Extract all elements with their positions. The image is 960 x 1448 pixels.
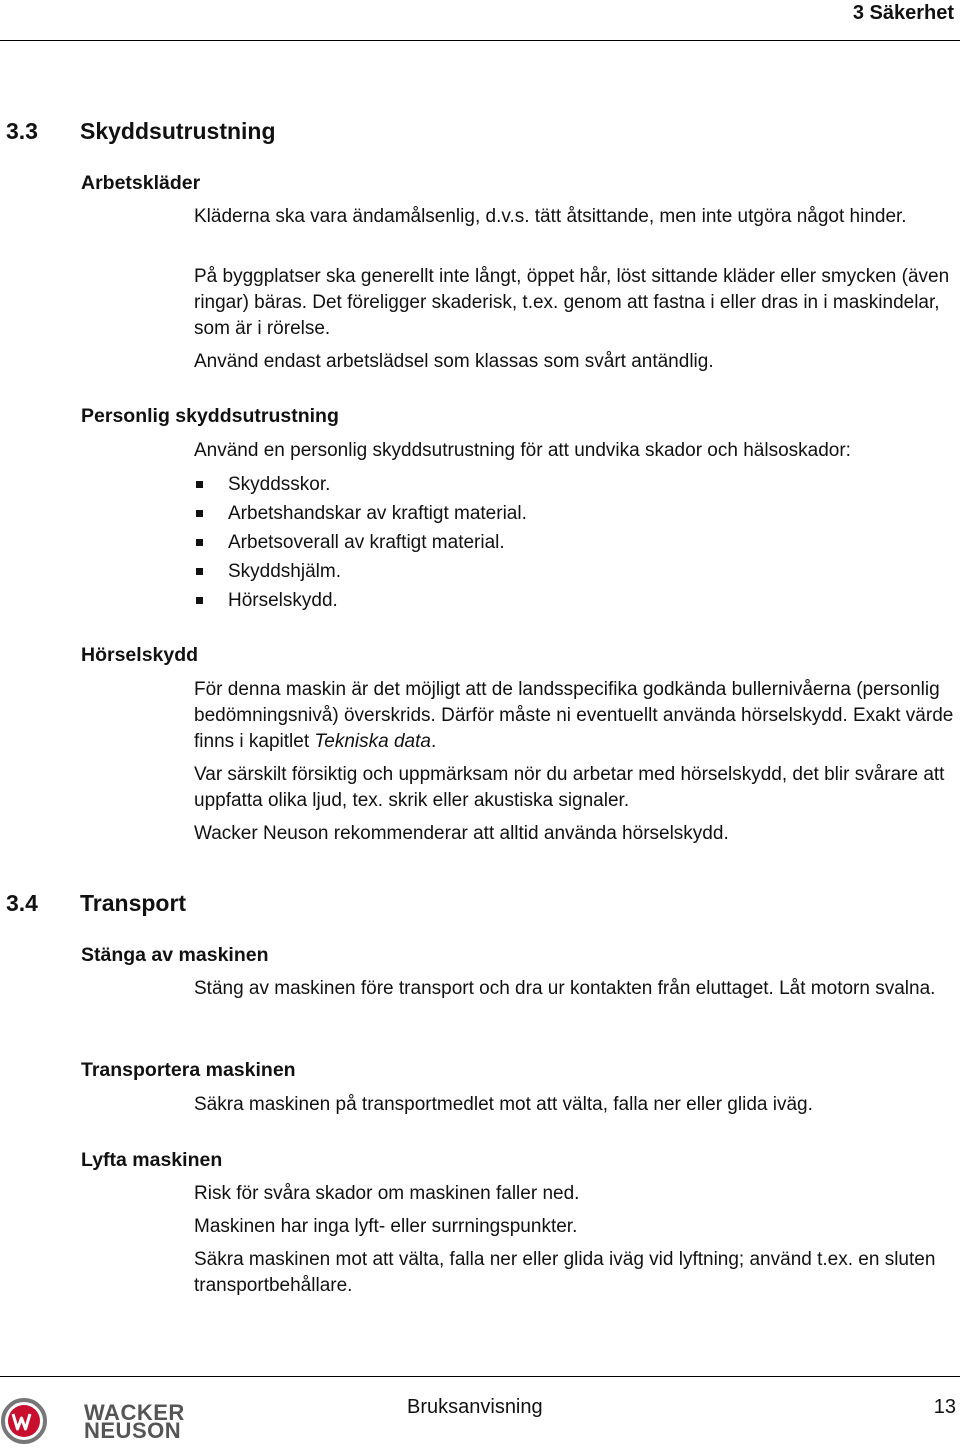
section-title: Transport xyxy=(80,890,187,916)
paragraph: Använd endast arbetslädsel som klassas som svårt antändlig. xyxy=(194,351,714,372)
running-head: 3 Säkerhet xyxy=(852,2,954,24)
section-heading-3-3 xyxy=(6,118,276,145)
footer-title: Bruksanvisning xyxy=(407,1396,543,1418)
subheading-personlig-skyddsutrustning: Personlig skyddsutrustning xyxy=(81,405,339,427)
header-rule xyxy=(0,40,960,41)
bullet-square-icon xyxy=(196,481,203,488)
footer-rule xyxy=(0,1376,960,1377)
paragraph: Stäng av maskinen före transport och dra ur kontakten från eluttaget. Låt motorn svalna. xyxy=(194,978,936,999)
subheading-horselskydd: Hörselskydd xyxy=(81,644,199,666)
paragraph: Var särskilt försiktig och uppmärksam nör du arbetar med hörselskydd, det blir svårare att uppfatta olika ljud, tex. skrik eller akustiska signaler. xyxy=(194,764,945,811)
subheading-transportera-maskinen: Transportera maskinen xyxy=(81,1059,296,1081)
paragraph: För denna maskin är det möjligt att de landsspecifika godkända bullernivåerna (personlig bedömningsnivå) överskrids. Därför måste ni eventuellt använda hörselskydd. Exakt värde finns i kapitlet Tekniska data. xyxy=(194,679,954,752)
equipment-list xyxy=(194,470,934,615)
list-item: Hörselskydd. xyxy=(194,586,934,615)
bullet-square-icon xyxy=(196,539,203,546)
paragraph: Kläderna ska vara ändamålsenlig, d.v.s. tätt åtsittande, men inte utgöra något hinder. xyxy=(194,206,907,227)
paragraph: Maskinen har inga lyft- eller surrningspunkter. xyxy=(194,1216,578,1237)
brand-line: WACKER xyxy=(84,1400,185,1425)
section-number: 3.3 xyxy=(6,118,38,144)
paragraph: Använd en personlig skyddsutrustning för att undvika skador och hälsoskador: xyxy=(194,440,851,461)
chapter-reference: Tekniska data xyxy=(314,731,431,752)
bullet-square-icon xyxy=(196,568,203,575)
wacker-neuson-logo-icon xyxy=(0,1398,52,1444)
paragraph: Säkra maskinen på transportmedlet mot att välta, falla ner eller glida iväg. xyxy=(194,1094,813,1115)
brand-line: NEUSON xyxy=(84,1418,182,1443)
list-item: Skyddsskor. xyxy=(194,470,934,499)
section-title: Skyddsutrustning xyxy=(80,118,276,144)
brand-wordmark xyxy=(84,1400,185,1443)
page-number: 13 xyxy=(933,1396,956,1418)
section-heading-3-4 xyxy=(6,890,186,917)
paragraph: På byggplatser ska generellt inte långt, öppet hår, löst sittande kläder eller smycken (även ringar) bäras. Det föreligger skaderisk, t.ex. genom att fastna i eller dras in i maskindelar, som är i rörelse. xyxy=(194,266,950,339)
subheading-arbetsklader: Arbetskläder xyxy=(81,172,201,194)
subheading-stanga-av-maskinen: Stänga av maskinen xyxy=(81,944,269,966)
paragraph: Wacker Neuson rekommenderar att alltid använda hörselskydd. xyxy=(194,823,729,844)
subheading-lyfta-maskinen: Lyfta maskinen xyxy=(81,1149,223,1171)
list-item: Arbetsoverall av kraftigt material. xyxy=(194,528,934,557)
bullet-square-icon xyxy=(196,510,203,517)
paragraph: Säkra maskinen mot att välta, falla ner eller glida iväg vid lyftning; använd t.ex. en sluten transportbehållare. xyxy=(194,1249,936,1296)
paragraph: Risk för svåra skador om maskinen faller ned. xyxy=(194,1183,580,1204)
list-item: Arbetshandskar av kraftigt material. xyxy=(194,499,934,528)
section-number: 3.4 xyxy=(6,890,38,916)
bullet-square-icon xyxy=(196,597,203,604)
list-item: Skyddshjälm. xyxy=(194,557,934,586)
